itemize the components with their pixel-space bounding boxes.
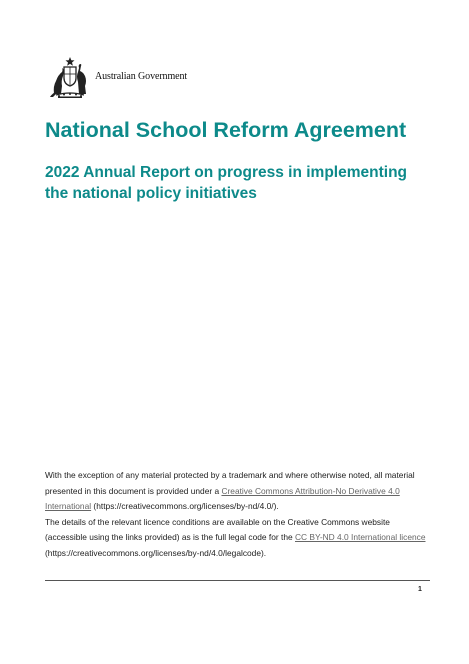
australian-government-logo	[50, 56, 210, 98]
licence-statement	[45, 468, 430, 562]
licence-p2-text: The details of the relevant licence conditions are available on the Creative Commons website (accessible using the links provided) as is the full legal code for the	[45, 516, 390, 543]
licence-p1-url: (https://creativecommons.org/licenses/by-nd/4.0/).	[91, 501, 279, 512]
logo-text: Australian Government	[95, 71, 188, 82]
document-subtitle: 2022 Annual Report on progress in implementing the national policy initiatives	[45, 164, 408, 202]
licence-paragraph-1	[45, 468, 430, 515]
document-title: National School Reform Agreement	[45, 118, 407, 142]
cc-by-nd-link[interactable]: Creative Commons Attribution-No Derivative 4.0 International	[45, 485, 400, 512]
licence-p2-url: (https://creativecommons.org/licenses/by-nd/4.0/legalcode).	[45, 547, 267, 558]
cc-licence-link[interactable]: CC BY-ND 4.0 International licence	[295, 532, 426, 543]
footer-rule	[45, 580, 430, 581]
page-number: 1	[418, 586, 422, 593]
coat-of-arms-icon	[50, 56, 90, 98]
licence-p1-text: With the exception of any material protected by a trademark and where otherwise noted, all material presented in this document is provided under a	[45, 470, 415, 496]
licence-paragraph-2	[45, 515, 430, 562]
